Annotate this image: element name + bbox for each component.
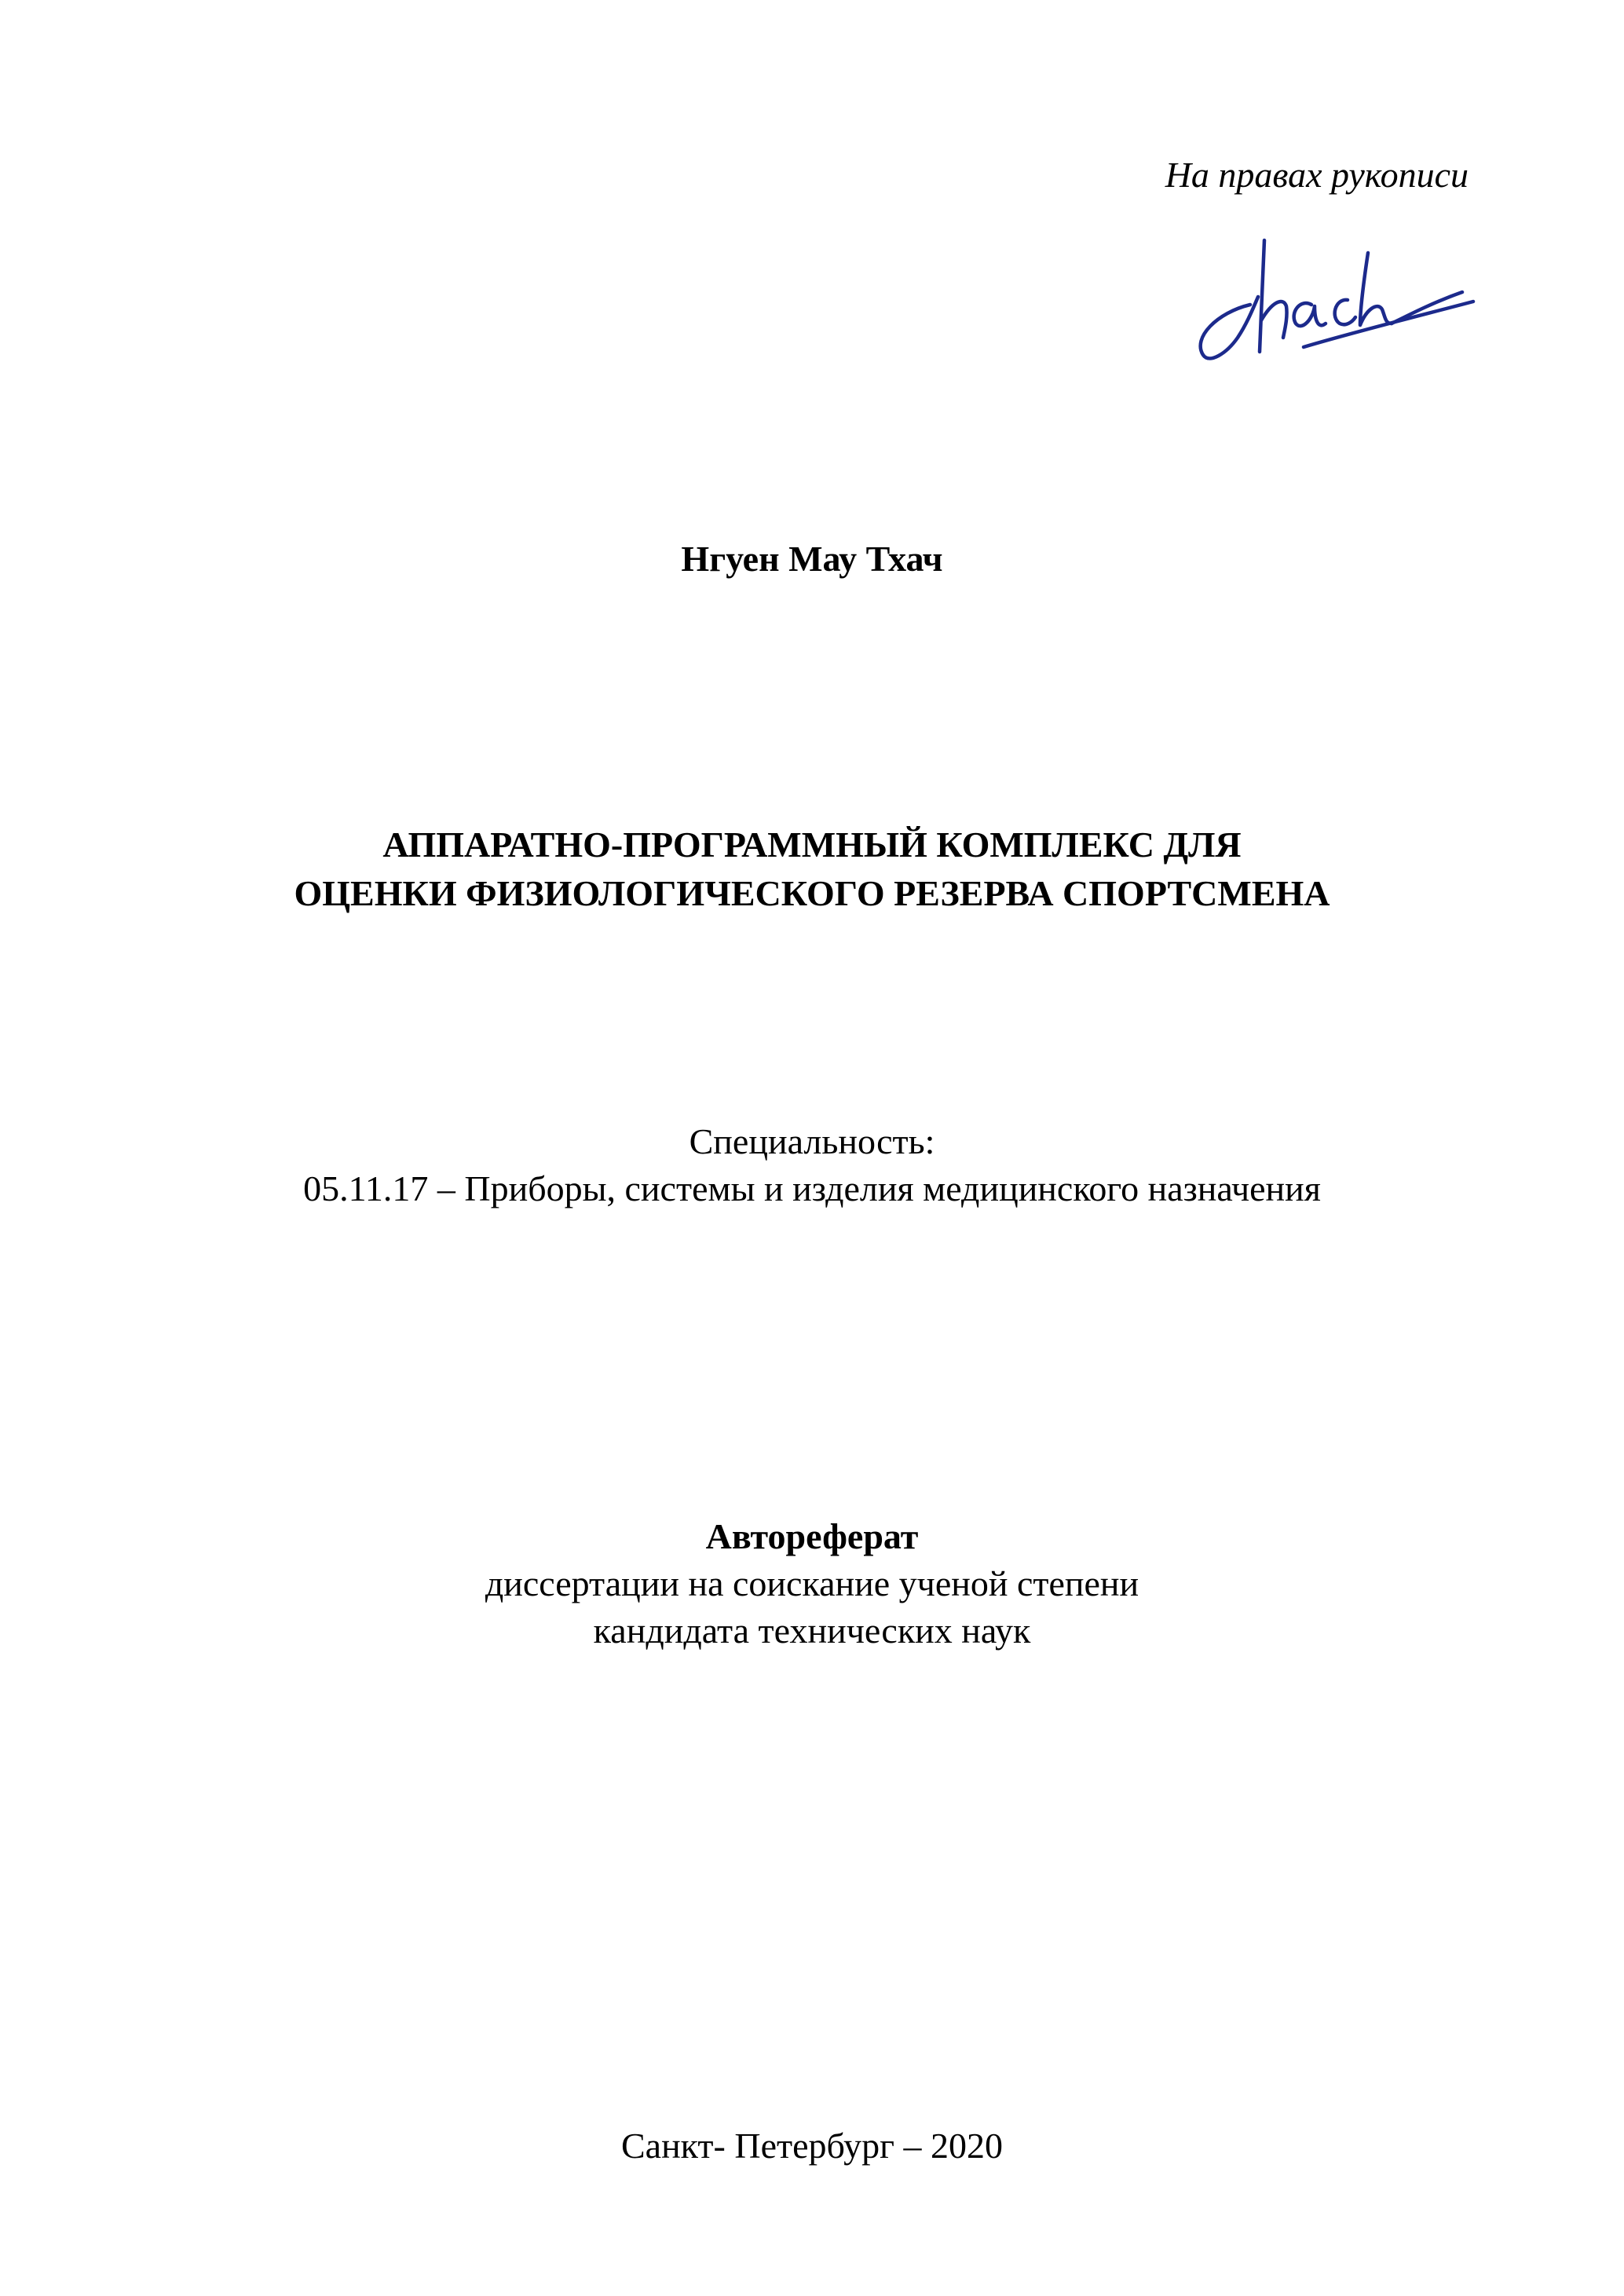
title-line-1: АППАРАТНО-ПРОГРАММНЫЙ КОМПЛЕКС ДЛЯ: [382, 824, 1242, 865]
signature-image: [1186, 220, 1476, 369]
specialty-value: 05.11.17 – Приборы, системы и изделия медицинского назначения: [303, 1168, 1321, 1208]
place-and-year: Санкт- Петербург – 2020: [620, 2126, 1004, 2166]
author-name: Нгуен Мау Тхач: [681, 539, 943, 579]
manuscript-note: На правах рукописи: [1165, 155, 1469, 195]
abstract-heading: Автореферат: [705, 1516, 919, 1556]
dissertation-title: [0, 821, 1624, 918]
title-line-2: ОЦЕНКИ ФИЗИОЛОГИЧЕСКОГО РЕЗЕРВА СПОРТСМЕНА: [294, 873, 1330, 913]
abstract-description-line-2: кандидата технических наук: [593, 1610, 1031, 1651]
abstract-description-line-1: диссертации на соискание ученой степени: [485, 1563, 1139, 1603]
specialty-label: Специальность:: [689, 1121, 935, 1161]
